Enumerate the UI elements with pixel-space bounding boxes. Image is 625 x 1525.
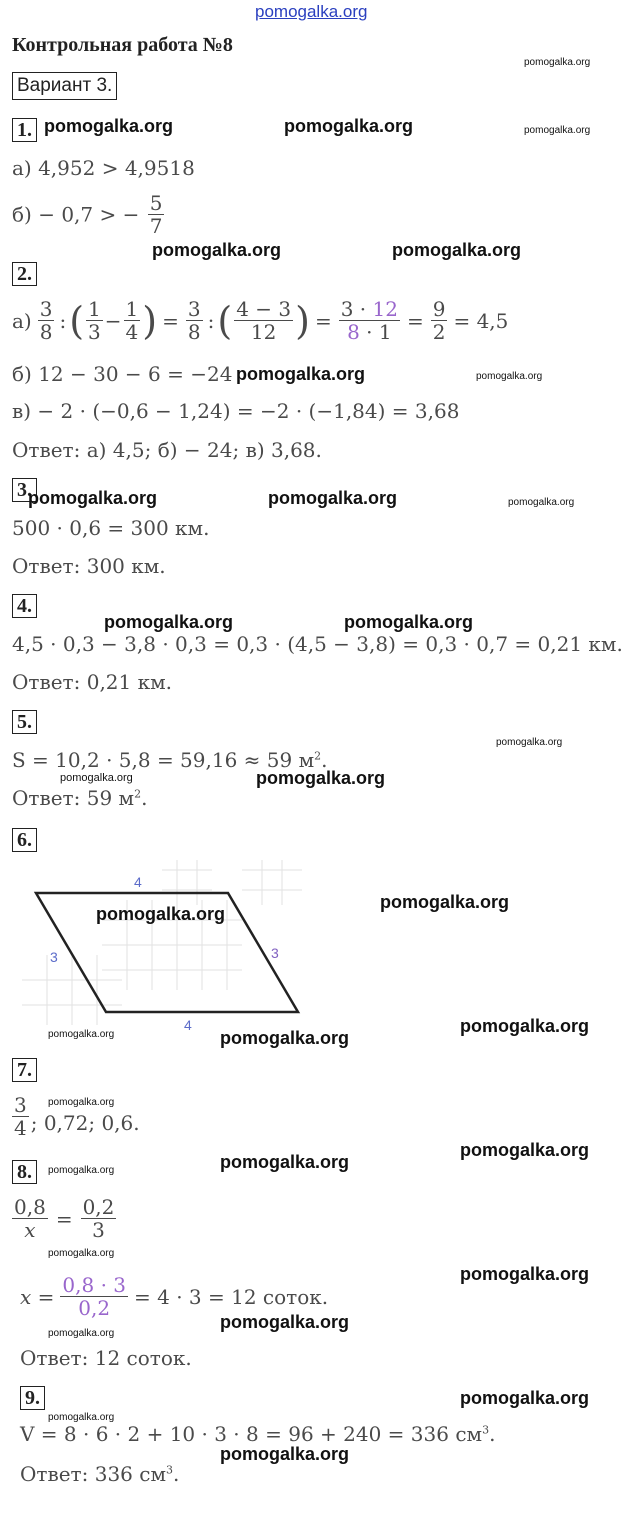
watermark: pomogalka.org [220, 1312, 350, 1332]
watermark: pomogalka.org [268, 488, 398, 508]
task-number-5: 5. [12, 710, 37, 734]
denominator: 3 [92, 1218, 105, 1242]
task8-solution-rest: = 4 · 3 = 12 соток. [134, 1284, 329, 1309]
minus-sign: − [104, 308, 122, 333]
task2-a [12, 298, 508, 343]
task-number-8: 8. [12, 1160, 37, 1184]
side-label-bottom: 4 [184, 1017, 192, 1030]
top-watermark[interactable]: pomogalka.org [255, 2, 368, 21]
numerator: 1 [125, 297, 139, 321]
fraction [124, 298, 141, 343]
numerator: 0,8 [14, 1195, 46, 1219]
fraction [339, 298, 400, 343]
fraction [431, 298, 448, 343]
equals-sign: = [162, 308, 179, 333]
task5-answer-text: Ответ: 59 м [12, 786, 135, 810]
superscript: 3 [482, 1423, 490, 1437]
watermark: pomogalka.org [524, 57, 591, 68]
period: . [321, 748, 328, 772]
watermark: pomogalka.org [60, 772, 133, 784]
left-paren: ( [217, 298, 233, 343]
watermark: pomogalka.org [284, 116, 414, 136]
watermark: pomogalka.org [460, 1140, 590, 1160]
watermark: pomogalka.org [508, 497, 575, 508]
denominator: 3 [88, 320, 101, 344]
denominator: x [24, 1218, 36, 1242]
numerator: 1 [88, 297, 101, 321]
fraction [60, 1274, 128, 1319]
den-part-highlight: 8 [347, 320, 360, 344]
numerator: 3 [187, 297, 201, 321]
numerator: 4 − 3 [236, 297, 292, 321]
equals-sign: = [55, 1206, 73, 1231]
watermark: pomogalka.org [380, 892, 510, 912]
colon-sign: : [59, 308, 67, 333]
watermark: pomogalka.org [220, 1028, 350, 1048]
numerator: 5 [149, 191, 163, 215]
variant-label: Вариант 3. [12, 72, 117, 100]
task9-calc [20, 1422, 495, 1446]
watermark: pomogalka.org [344, 612, 474, 632]
watermark: pomogalka.org [48, 1165, 115, 1176]
fraction [81, 1196, 117, 1241]
denominator: 8 [39, 320, 53, 344]
task3-calc: 500 · 0,6 = 300 км. [12, 516, 210, 540]
watermark: pomogalka.org [28, 488, 158, 508]
watermark: pomogalka.org [104, 612, 234, 632]
numerator: 0,2 [82, 1195, 115, 1219]
den-part: · 1 [359, 320, 392, 344]
denominator: 4 [125, 320, 139, 344]
right-paren: ) [295, 298, 310, 343]
watermark: pomogalka.org [476, 371, 543, 382]
task5-answer [12, 786, 147, 810]
task3-answer: Ответ: 300 км. [12, 554, 166, 578]
task-number-6: 6. [12, 828, 37, 852]
period: . [489, 1422, 496, 1446]
denominator: 12 [250, 320, 277, 344]
page-title: Контрольная работа №8 [12, 34, 233, 56]
task2-a-result: = 4,5 [453, 308, 509, 333]
superscript: 2 [314, 749, 322, 763]
task8-proportion [10, 1196, 118, 1241]
num-part: 3 · [340, 297, 373, 321]
denominator [345, 321, 394, 343]
task2-answer: Ответ: а) 4,5; б) − 24; в) 3,68. [12, 438, 322, 462]
task8-answer: Ответ: 12 соток. [20, 1346, 192, 1370]
watermark: pomogalka.org [48, 1328, 115, 1339]
fraction [12, 1196, 48, 1241]
x-label: x = [20, 1284, 55, 1309]
task2-c: в) − 2 · (−0,6 − 1,24) = −2 · (−1,84) = 3,68 [12, 399, 460, 423]
numerator: 3 [39, 297, 53, 321]
denominator: 7 [149, 214, 163, 238]
task7-values [10, 1094, 140, 1139]
task-number-1: 1. [12, 118, 37, 142]
watermark: pomogalka.org [460, 1264, 590, 1284]
colon-sign: : [207, 308, 215, 333]
task1-b [12, 192, 166, 237]
period: . [173, 1462, 180, 1486]
watermark: pomogalka.org [460, 1016, 590, 1036]
equals-sign: = [314, 308, 332, 333]
watermark: pomogalka.org [44, 116, 174, 136]
denominator: 4 [14, 1116, 27, 1140]
watermark: pomogalka.org [524, 125, 591, 136]
side-label-top: 4 [134, 874, 142, 890]
equals-sign: = [406, 308, 424, 333]
task9-answer [20, 1462, 179, 1486]
task9-calc-text: V = 8 · 6 · 2 + 10 · 3 · 8 = 96 + 240 = 336 см [20, 1422, 483, 1446]
superscript: 2 [134, 787, 142, 801]
task-number-4: 4. [12, 594, 37, 618]
numerator: 0,8 · 3 [62, 1273, 127, 1297]
task9-answer-text: Ответ: 336 см [20, 1462, 167, 1486]
side-label-left: 3 [50, 949, 58, 965]
denominator: 8 [187, 320, 201, 344]
task-number-2: 2. [12, 262, 37, 286]
task1-b-prefix: б) − 0,7 > − [12, 202, 140, 227]
right-paren: ) [142, 298, 158, 343]
task4-calc: 4,5 · 0,3 − 3,8 · 0,3 = 0,3 · (4,5 − 3,8) = 0,3 · 0,7 = 0,21 км. [12, 632, 623, 656]
task2-b: б) 12 − 30 − 6 = −24 [12, 362, 233, 386]
watermark: pomogalka.org [152, 240, 282, 260]
watermark: pomogalka.org [236, 364, 366, 384]
numerator: 3 [14, 1093, 27, 1117]
task7-rest: ; 0,72; 0,6. [30, 1110, 140, 1135]
left-paren: ( [69, 298, 85, 343]
fraction [186, 298, 203, 343]
fraction [86, 298, 103, 343]
watermark: pomogalka.org [460, 1388, 590, 1408]
task2-a-label: а) [12, 308, 32, 333]
watermark: pomogalka.org [48, 1248, 115, 1259]
fraction [12, 1094, 29, 1139]
denominator: 0,2 [78, 1296, 111, 1320]
task5-calc-text: S = 10,2 · 5,8 = 59,16 ≈ 59 м [12, 748, 315, 772]
task4-answer: Ответ: 0,21 км. [12, 670, 173, 694]
watermark: pomogalka.org [496, 737, 563, 748]
parallelogram-figure [12, 860, 312, 1030]
watermark: pomogalka.org [48, 1097, 115, 1108]
watermark: pomogalka.org [48, 1412, 115, 1423]
watermark: pomogalka.org [256, 768, 386, 788]
fraction [234, 298, 293, 343]
superscript: 3 [166, 1463, 174, 1477]
task-number-9: 9. [20, 1386, 45, 1410]
task-number-7: 7. [12, 1058, 37, 1082]
fraction [38, 298, 55, 343]
watermark: pomogalka.org [48, 1029, 115, 1040]
period: . [141, 786, 148, 810]
watermark: pomogalka.org [96, 904, 226, 924]
task1-a: а) 4,952 > 4,9518 [12, 156, 195, 180]
watermark: pomogalka.org [392, 240, 522, 260]
watermark: pomogalka.org [220, 1152, 350, 1172]
numerator: 9 [432, 297, 446, 321]
numerator [339, 298, 400, 321]
num-part-highlight: 12 [372, 297, 398, 321]
denominator: 2 [432, 320, 446, 344]
side-label-right: 3 [271, 945, 279, 961]
fraction [148, 192, 165, 237]
watermark: pomogalka.org [220, 1444, 350, 1464]
task-number-3: 3. [12, 478, 37, 502]
